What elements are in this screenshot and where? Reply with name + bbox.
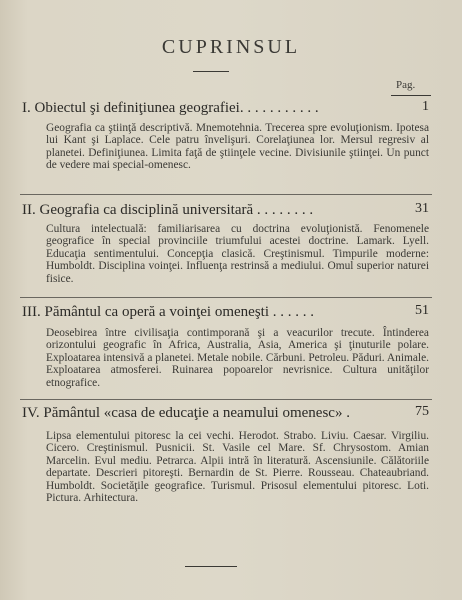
end-rule [185,566,237,567]
section-divider-1 [20,194,432,195]
section-page-2: 31 [415,201,429,216]
section-heading-3: III. Pământul ca operă a voinţei omeneşti . . . . . . [22,304,314,320]
section-heading-4: IV. Pământul «casa de educaţie a neamului omenesc» . [22,405,350,421]
section-description-3: Deosebirea între civilisaţia contimporană şi a veacurilor trecute. Întinderea orizontului geografic în Africa, Australia, Asia, America şi ţinuturile polare. Exploatarea intensivă a planetei. Metale nobile. Cărbuni. Petroleu. Păduri. Animale. Exploatarea atmosferei. Ruinarea popoarelor nevrisnice. Cultura unităţilor etnografice. [46,327,429,389]
section-page-1: 1 [422,99,429,114]
section-heading-2: II. Geografia ca disciplină universitară . . . . . . . . [22,202,314,218]
section-heading-1: I. Obiectul şi definiţiunea geografiei. . . . . . . . . . . [22,100,319,116]
page-column-rule [391,95,431,96]
page-column-label: Pag. [396,79,416,91]
section-description-2: Cultura intelectuală: familiarisarea cu doctrina evoluţionistă. Fenomenele geografice în special provinciile triumfului acestei doctrine. Lamark. Lyell. Educaţia sentimentului. Concepţia clasică. Creştinismul. Timpurile moderne: Humboldt. Disciplina voinţei. Influenţa restrinsă a mediului. Omul superior naturei fisice. [46,223,429,285]
section-divider-2 [20,297,432,298]
page-title: CUPRINSUL [161,36,301,58]
section-description-4: Lipsa elementului pitoresc la cei vechi. Herodot. Strabo. Liviu. Caesar. Virgiliu. Cicero. Creştinismul. Pusnicii. St. Vasile cel Mare. Sf. Chrysostom. Amian Marcelin. Evul mediu. Petrarca. Alpii intră în literatură. Ascensiunile. Călătoriile departate. Descrieri pitoreşti. Bernardin de St. Pierre. Rousseau. Chateaubriand. Humboldt. Societăţile geografice. Turismul. Prisosul elementului pitoresc. Loti. Pictura. Arhitectura. [46,430,429,505]
title-underline [193,71,229,72]
section-page-3: 51 [415,303,429,318]
section-description-1: Geografia ca ştiinţă descriptivă. Mnemotehnia. Trecerea spre evoluţionism. Ipotesa lui Kant şi Laplace. Cele patru învelişuri. Corelaţiunea lor. Mersul regresiv al planetei. Definiţiunea. Limita faţă de ştiinţele vecine. Divisiunile ştiinţei. Un punct de vedere mai special-omenesc. [46,122,429,172]
section-divider-3 [20,399,432,400]
section-page-4: 75 [415,404,429,419]
